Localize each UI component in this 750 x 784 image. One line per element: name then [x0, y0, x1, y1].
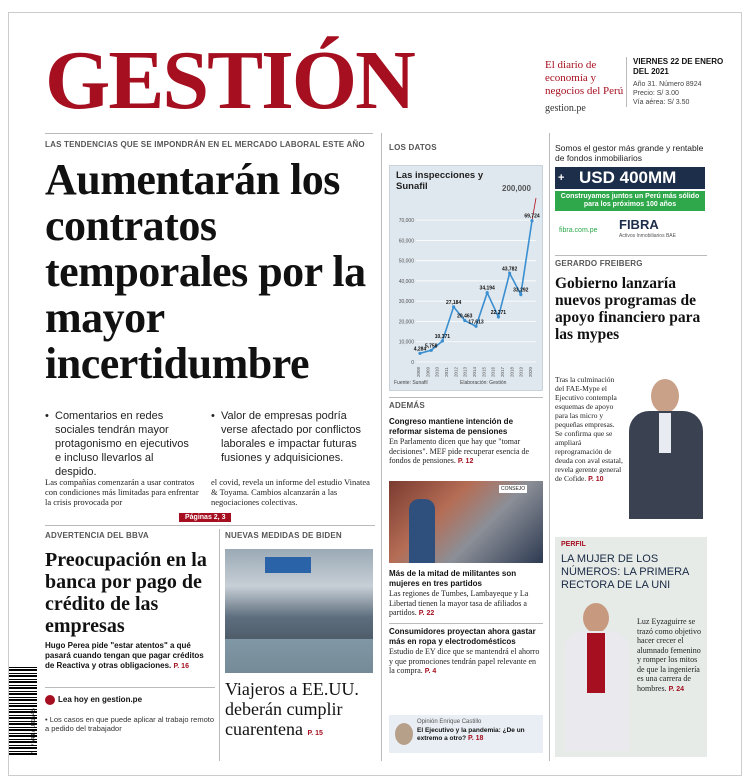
- lead-bullet-list-2: [211, 409, 371, 465]
- lead-body-1: Las compañías comenzarán a usar contratos con condiciones más limitadas para enfrentar la crisis provocada por: [45, 477, 199, 507]
- ad-brand[interactable]: FIBRA: [619, 217, 659, 232]
- story-2-text: Las regiones de Tumbes, Lambayeque y La Libertad tienen la mayor tasa de afiliados a partidos.: [389, 589, 529, 617]
- perfil-headline[interactable]: LA MUJER DE LOS NÚMEROS: LA PRIMERA RECTORA DE LA UNI: [561, 553, 689, 591]
- plus-icon: +: [558, 172, 565, 184]
- web-label: Lea hoy en gestion.pe: [58, 695, 143, 705]
- story-3-headline[interactable]: Consumidores proyectan ahora gastar más en ropa y electrodomésticos: [389, 627, 536, 646]
- opinion-text: [417, 727, 539, 743]
- divider: [45, 525, 375, 526]
- portrait-head: [583, 603, 609, 633]
- portrait-head: [651, 379, 679, 413]
- story-1-page[interactable]: P. 12: [457, 458, 474, 465]
- chart-title: Las inspecciones y Sunafil: [396, 170, 484, 192]
- lead-kicker: LAS TENDENCIAS QUE SE IMPONDRÁN EN EL MERCADO LABORAL ESTE AÑO: [45, 140, 365, 149]
- issue-number: Año 31. Número 8924: [633, 81, 702, 88]
- freiberg-body: [555, 375, 623, 484]
- date-block: [626, 57, 738, 107]
- newspaper-front-page: [8, 12, 742, 776]
- biden-headline[interactable]: [225, 679, 375, 744]
- divider: [389, 623, 543, 624]
- globe-icon: [45, 695, 55, 705]
- story-3-page[interactable]: P. 4: [424, 668, 437, 675]
- data-label: 4,284: [413, 346, 427, 353]
- y-tick-label: 30,000: [398, 299, 414, 306]
- divider: [45, 687, 215, 688]
- x-tick-label: 2011: [444, 367, 449, 377]
- data-label: 10,371: [434, 333, 451, 340]
- y-tick-label: 50,000: [398, 258, 414, 265]
- ad-tagline: Somos el gestor más grande y rentable de fondos inmobiliarios: [555, 143, 704, 163]
- ademas-kicker: ADEMÁS: [389, 401, 425, 410]
- bbva-summary-text: Hugo Perea pide "estar atentos" a qué pasará cuando tengan que pagar créditos de Reactiva y otras obligaciones.: [45, 641, 204, 670]
- y-tick-label: 10,000: [398, 339, 414, 346]
- biden-kicker: NUEVAS MEDIDAS DE BIDEN: [225, 531, 342, 540]
- x-tick-label: 2008: [416, 366, 421, 378]
- site-link[interactable]: gestion.pe: [545, 103, 586, 114]
- masthead-tagline: [545, 59, 625, 115]
- photo-badge: CONSEJO: [501, 486, 526, 492]
- data-label: 27,184: [445, 299, 462, 306]
- perfil-box: [555, 537, 707, 757]
- columnist-avatar: [395, 723, 413, 745]
- masthead-logo[interactable]: GESTIÓN: [45, 34, 414, 127]
- ad-site[interactable]: fibra.com.pe: [559, 227, 598, 234]
- perfil-photo: [561, 603, 633, 753]
- issue-info: [633, 80, 738, 107]
- perfil-body: [637, 617, 703, 694]
- divider: [389, 397, 543, 398]
- story-3-body: [389, 647, 543, 677]
- web-promo[interactable]: [45, 695, 215, 705]
- freiberg-page[interactable]: P. 10: [588, 476, 604, 483]
- data-label: 17,613: [468, 319, 484, 326]
- bbva-page[interactable]: P. 16: [173, 663, 189, 670]
- bbva-headline[interactable]: Preocupación en la banca por pago de crédito de las empresas: [45, 549, 207, 637]
- tagline-text: El diario de economía y negocios del Perú: [545, 59, 624, 97]
- story-1-text: En Parlamento dicen que hay que "tomar decisiones". MEF pide recuperar esencia de fondos de pensiones.: [389, 437, 530, 465]
- story-2-page[interactable]: P. 22: [418, 610, 435, 617]
- x-tick-label: 2019: [518, 366, 524, 378]
- glass-barrier: [225, 639, 373, 673]
- story-1-headline[interactable]: Congreso mantiene intención de reformar sistema de pensiones: [389, 417, 514, 436]
- x-tick-label: 2010: [434, 366, 440, 378]
- data-label: 33,292: [513, 287, 529, 294]
- story-1-body: [389, 437, 543, 467]
- lead-headline[interactable]: Aumentarán los contratos temporales por la mayor incertidumbre: [45, 155, 366, 388]
- airport-photo: [225, 549, 373, 673]
- opinion-title: El Ejecutivo y la pandemia: ¿De un extremo a otro?: [417, 727, 525, 742]
- bbva-summary: [45, 641, 215, 672]
- opinion-box[interactable]: [389, 715, 543, 753]
- airport-sign: [265, 557, 311, 573]
- biden-headline-text: Viajeros a EE.UU. deberán cumplir cuarentena: [225, 679, 359, 739]
- y-tick-label: 20,000: [398, 319, 414, 326]
- x-tick-label: 2014: [472, 366, 477, 378]
- story-3-text: Estudio de EY dice que se mantendrá el ahorro y que promociones tendrán papel relevante en la compra.: [389, 647, 540, 675]
- issue-air-price: Vía aérea: S/ 3.50: [633, 99, 690, 106]
- chart-source: Fuente: Sunafil: [394, 380, 428, 386]
- x-tick-label: 2017: [500, 366, 505, 378]
- bbva-kicker: ADVERTENCIA DEL BBVA: [45, 531, 149, 540]
- data-label: 22,271: [490, 309, 507, 316]
- web-item[interactable]: • Los casos en que puede aplicar al trabajo remoto a pedido del trabajador: [45, 715, 214, 733]
- divider: [549, 133, 550, 761]
- divider: [381, 133, 382, 761]
- issue-price: Precio: S/ 3.00: [633, 90, 679, 97]
- barcode-digits: 7 775447 001245: [31, 708, 37, 755]
- web-item-text: Los casos en que puede aplicar al trabajo remoto a pedido del trabajador: [45, 715, 214, 733]
- lead-pages-tag[interactable]: Páginas 2, 3: [179, 513, 231, 522]
- perfil-body-text: Luz Eyzaguirre se trazó como objetivo hacer crecer el alumnado femenino y romper los mitos de que la ingeniería es una carrera de hombres.: [637, 617, 701, 693]
- perfil-kicker: PERFIL: [561, 541, 586, 548]
- data-label: 20,463: [457, 313, 473, 320]
- divider: [219, 529, 220, 761]
- ad-amount: USD 400MM: [579, 168, 677, 187]
- data-label: 5,758: [424, 343, 438, 350]
- portrait-shirt: [659, 413, 671, 453]
- y-tick-label: 70,000: [398, 218, 414, 225]
- data-label: 69,724: [524, 213, 540, 220]
- freiberg-headline[interactable]: Gobierno lanzaría nuevos programas de apoyo financiero para las mypes: [555, 275, 701, 343]
- x-tick-label: 2018: [509, 366, 515, 378]
- speaker-figure: [409, 499, 435, 563]
- data-label: 43,782: [501, 266, 518, 273]
- y-tick-label: 40,000: [398, 278, 414, 285]
- y-tick-label: 60,000: [398, 238, 414, 245]
- x-tick-label: 2015: [481, 366, 487, 378]
- rector-sash: [587, 633, 605, 693]
- divider: [555, 255, 707, 256]
- y-tick-label: 0: [411, 360, 414, 366]
- freiberg-body-text: Tras la culminación del FAE-Mype el Ejecutivo contempla esquemas de apoyo para las micro y pequeñas empresas. Se confirma que se ampliará reprogramación de deuda con aval estatal, revela gerente general de Cofide.: [555, 375, 623, 483]
- freiberg-kicker: GERARDO FREIBERG: [555, 259, 643, 268]
- biden-page[interactable]: P. 15: [307, 730, 323, 737]
- chart-svg: [390, 166, 544, 392]
- lead-bullet: • Valor de empresas podría verse afectado por conflictos laborales e impactar futuras fusiones y adquisiciones.: [211, 409, 371, 465]
- x-tick-label: 2012: [453, 366, 459, 378]
- freiberg-photo: [625, 379, 707, 519]
- chart-credit: Elaboración: Gestión: [460, 380, 507, 386]
- congress-photo: [389, 481, 543, 563]
- ad-green-bar: Construyamos juntos un Perú más sólido para los próximos 100 años: [555, 191, 705, 211]
- lead-bullet-list-1: [45, 409, 195, 479]
- chart-callout: 200,000: [502, 184, 531, 193]
- lead-body-2: el covid, revela un informe del estudio Vinatea & Toyama. Cambios alcanzarán a las negociaciones colectivas.: [211, 477, 370, 507]
- opinion-page[interactable]: P. 18: [467, 735, 484, 742]
- story-2-headline[interactable]: Más de la mitad de militantes son mujeres en tres partidos: [389, 569, 517, 588]
- ad-brand-sub: Activos Inmobiliarios BAE: [619, 233, 676, 239]
- x-tick-label: 2013: [462, 366, 468, 378]
- story-2-body: [389, 589, 543, 619]
- x-tick-label: 2016: [490, 366, 496, 378]
- chart-kicker: LOS DATOS: [389, 143, 437, 152]
- ad-amount-bar[interactable]: [555, 167, 705, 189]
- lead-bullet: • Comentarios en redes sociales tendrán mayor protagonismo en ejecutivos e incluso llevarlos al despido.: [45, 409, 195, 479]
- issue-date: VIERNES 22 DE ENERO DEL 2021: [633, 57, 724, 76]
- inspections-chart: [389, 165, 543, 391]
- data-label: 34,194: [479, 285, 495, 292]
- x-tick-label: 2020: [528, 366, 533, 378]
- opinion-label: Opinión Enrique Castillo: [417, 719, 482, 725]
- divider: [45, 133, 373, 134]
- x-tick-label: 2009: [425, 366, 431, 378]
- perfil-page[interactable]: P. 24: [668, 685, 685, 693]
